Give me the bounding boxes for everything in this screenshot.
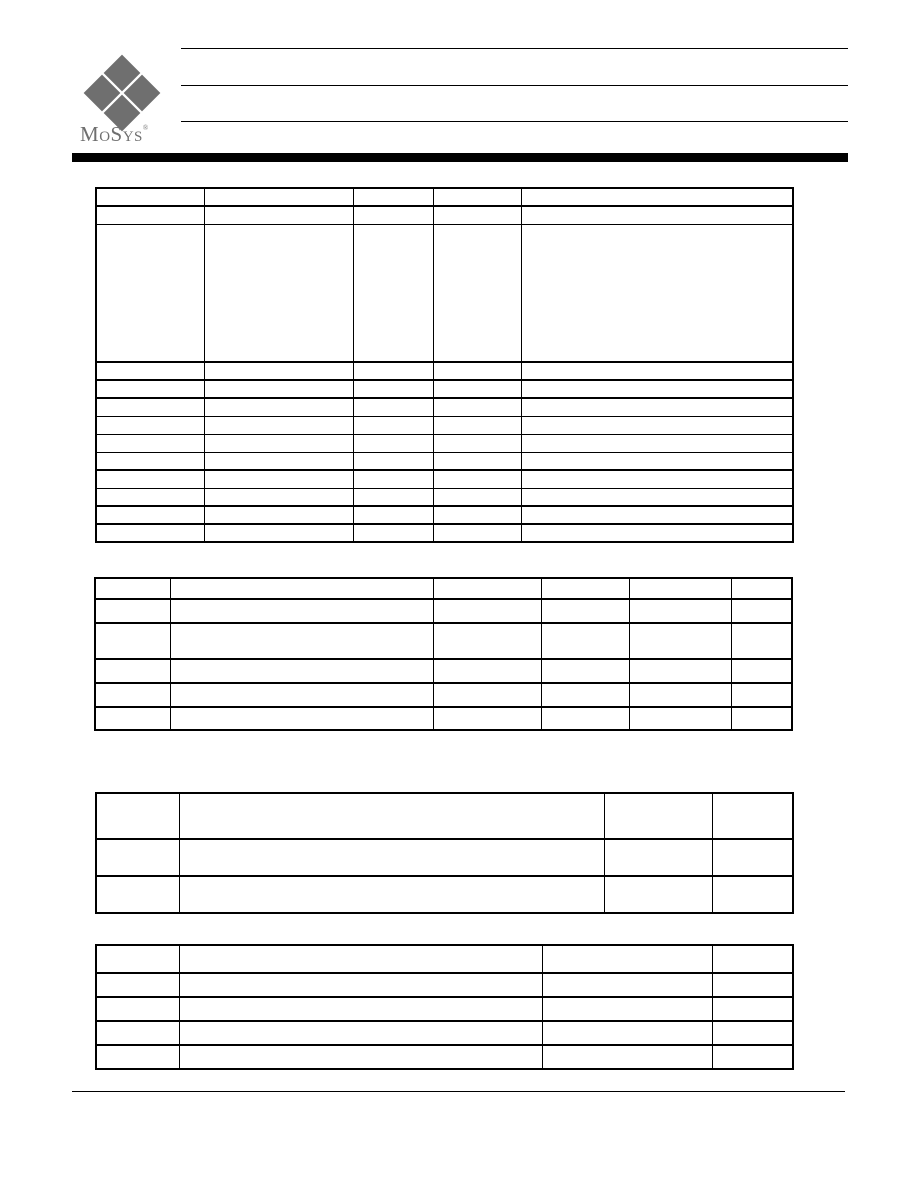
table-cell bbox=[521, 380, 793, 398]
table-cell bbox=[542, 1021, 712, 1045]
table-cell bbox=[712, 876, 793, 913]
table-cell bbox=[170, 659, 433, 683]
table-row bbox=[96, 793, 793, 839]
table-cell bbox=[179, 876, 604, 913]
table-cell bbox=[179, 1045, 542, 1069]
table-cell bbox=[95, 659, 170, 683]
table-cell bbox=[433, 707, 541, 730]
table-cell bbox=[179, 793, 604, 839]
table-cell bbox=[541, 707, 629, 730]
table-row bbox=[96, 380, 793, 398]
table-cell bbox=[96, 945, 179, 973]
table-cell bbox=[731, 599, 792, 623]
table-cell bbox=[712, 945, 793, 973]
table-cell bbox=[353, 380, 433, 398]
table-cell bbox=[541, 659, 629, 683]
table-cell bbox=[170, 599, 433, 623]
table-cell bbox=[204, 206, 353, 224]
table-cell bbox=[521, 398, 793, 416]
table-cell bbox=[96, 488, 204, 506]
table-cell bbox=[521, 362, 793, 380]
table-cell bbox=[712, 1045, 793, 1069]
table-cell bbox=[353, 452, 433, 470]
table-cell bbox=[541, 683, 629, 707]
table-cell bbox=[521, 206, 793, 224]
table-cell bbox=[541, 623, 629, 659]
table-cell bbox=[521, 416, 793, 434]
table-cell bbox=[433, 434, 521, 452]
table-cell bbox=[353, 206, 433, 224]
table-cell bbox=[731, 683, 792, 707]
table-row bbox=[95, 707, 792, 730]
table-row bbox=[96, 398, 793, 416]
table-row bbox=[96, 434, 793, 452]
table-cell bbox=[629, 599, 731, 623]
table-cell bbox=[96, 470, 204, 488]
table-row bbox=[96, 524, 793, 542]
table-row bbox=[96, 997, 793, 1021]
table-cell bbox=[433, 599, 541, 623]
table-row bbox=[96, 1021, 793, 1045]
table-row bbox=[96, 206, 793, 224]
mosys-logo bbox=[78, 56, 170, 152]
table-cell bbox=[96, 188, 204, 206]
table-cell bbox=[170, 707, 433, 730]
header-rule bbox=[181, 85, 848, 86]
table-cell bbox=[96, 839, 179, 876]
table-cell bbox=[353, 434, 433, 452]
table-cell bbox=[204, 362, 353, 380]
table-cell bbox=[96, 416, 204, 434]
table-cell bbox=[604, 876, 712, 913]
table-cell bbox=[521, 470, 793, 488]
table-row bbox=[95, 623, 792, 659]
table-cell bbox=[96, 793, 179, 839]
table-cell bbox=[95, 599, 170, 623]
table-cell bbox=[96, 434, 204, 452]
table-cell bbox=[629, 683, 731, 707]
spec-table-3 bbox=[95, 792, 794, 914]
table-cell bbox=[712, 973, 793, 997]
table-cell bbox=[96, 876, 179, 913]
table-row bbox=[96, 1045, 793, 1069]
table-cell bbox=[629, 578, 731, 599]
table-row bbox=[96, 452, 793, 470]
table-cell bbox=[542, 997, 712, 1021]
table-cell bbox=[353, 188, 433, 206]
table-cell bbox=[95, 623, 170, 659]
spec-table-1 bbox=[95, 187, 794, 543]
table-cell bbox=[204, 506, 353, 524]
table-cell bbox=[95, 707, 170, 730]
table-cell bbox=[353, 488, 433, 506]
table-cell bbox=[433, 623, 541, 659]
table-header-row bbox=[96, 188, 793, 206]
table-cell bbox=[204, 224, 353, 362]
table-cell bbox=[96, 224, 204, 362]
table-cell bbox=[712, 1021, 793, 1045]
header-rule bbox=[181, 121, 848, 122]
table-cell bbox=[629, 707, 731, 730]
table-cell bbox=[541, 599, 629, 623]
table-row bbox=[96, 506, 793, 524]
table-cell bbox=[542, 945, 712, 973]
table-cell bbox=[179, 973, 542, 997]
table-cell bbox=[96, 1021, 179, 1045]
table-cell bbox=[204, 188, 353, 206]
table-cell bbox=[204, 452, 353, 470]
table-cell bbox=[96, 506, 204, 524]
table-cell bbox=[433, 683, 541, 707]
table-cell bbox=[96, 362, 204, 380]
table-cell bbox=[433, 506, 521, 524]
table-cell bbox=[179, 1021, 542, 1045]
table-cell bbox=[96, 206, 204, 224]
table-cell bbox=[353, 398, 433, 416]
table-cell bbox=[731, 707, 792, 730]
table-cell bbox=[179, 945, 542, 973]
table-cell bbox=[433, 659, 541, 683]
table-cell bbox=[542, 973, 712, 997]
table-cell bbox=[96, 524, 204, 542]
table-cell bbox=[629, 623, 731, 659]
table-cell bbox=[433, 470, 521, 488]
table-row bbox=[96, 416, 793, 434]
table-cell bbox=[95, 683, 170, 707]
table-cell bbox=[204, 470, 353, 488]
table-cell bbox=[433, 416, 521, 434]
table-cell bbox=[712, 839, 793, 876]
table-cell bbox=[95, 578, 170, 599]
table-cell bbox=[170, 683, 433, 707]
table-cell bbox=[521, 452, 793, 470]
table-cell bbox=[353, 362, 433, 380]
table-cell bbox=[604, 839, 712, 876]
table-cell bbox=[96, 452, 204, 470]
table-cell bbox=[96, 997, 179, 1021]
table-cell bbox=[96, 973, 179, 997]
table-cell bbox=[433, 524, 521, 542]
table-row bbox=[96, 362, 793, 380]
table-cell bbox=[542, 1045, 712, 1069]
table-cell bbox=[204, 398, 353, 416]
table-cell bbox=[629, 659, 731, 683]
table-cell bbox=[521, 524, 793, 542]
table-row bbox=[96, 470, 793, 488]
table-cell bbox=[170, 623, 433, 659]
table-cell bbox=[204, 524, 353, 542]
table-cell bbox=[170, 578, 433, 599]
table-row bbox=[96, 945, 793, 973]
table-row bbox=[96, 488, 793, 506]
table-cell bbox=[541, 578, 629, 599]
table-cell bbox=[179, 997, 542, 1021]
table-cell bbox=[433, 488, 521, 506]
table-cell bbox=[731, 578, 792, 599]
table-header-row bbox=[95, 578, 792, 599]
spec-table-4 bbox=[95, 944, 794, 1070]
table-cell bbox=[521, 488, 793, 506]
table-cell bbox=[433, 578, 541, 599]
table-row bbox=[96, 839, 793, 876]
spec-table-2 bbox=[94, 577, 793, 731]
table-row bbox=[95, 659, 792, 683]
table-row bbox=[96, 973, 793, 997]
header-rule bbox=[181, 48, 848, 49]
table-cell bbox=[96, 380, 204, 398]
table-cell bbox=[433, 380, 521, 398]
table-row bbox=[95, 599, 792, 623]
logo-wordmark: MOSYS® bbox=[80, 122, 149, 146]
table-row bbox=[96, 876, 793, 913]
table-cell bbox=[96, 1045, 179, 1069]
table-cell bbox=[604, 793, 712, 839]
table-cell bbox=[433, 362, 521, 380]
table-cell bbox=[204, 434, 353, 452]
table-cell bbox=[353, 224, 433, 362]
table-cell bbox=[433, 224, 521, 362]
table-cell bbox=[433, 398, 521, 416]
table-cell bbox=[712, 793, 793, 839]
table-cell bbox=[433, 452, 521, 470]
table-cell bbox=[731, 623, 792, 659]
table-row bbox=[96, 224, 793, 362]
table-cell bbox=[521, 224, 793, 362]
table-cell bbox=[353, 470, 433, 488]
table-cell bbox=[521, 506, 793, 524]
table-cell bbox=[731, 659, 792, 683]
table-cell bbox=[433, 206, 521, 224]
table-cell bbox=[521, 188, 793, 206]
table-cell bbox=[96, 398, 204, 416]
table-cell bbox=[204, 488, 353, 506]
header-bar bbox=[72, 153, 848, 162]
table-cell bbox=[433, 188, 521, 206]
table-cell bbox=[204, 380, 353, 398]
table-cell bbox=[179, 839, 604, 876]
table-cell bbox=[353, 506, 433, 524]
table-cell bbox=[521, 434, 793, 452]
table-row bbox=[95, 683, 792, 707]
table-cell bbox=[712, 997, 793, 1021]
table-cell bbox=[204, 416, 353, 434]
table-cell bbox=[353, 524, 433, 542]
footer-rule bbox=[72, 1091, 845, 1092]
table-cell bbox=[353, 416, 433, 434]
